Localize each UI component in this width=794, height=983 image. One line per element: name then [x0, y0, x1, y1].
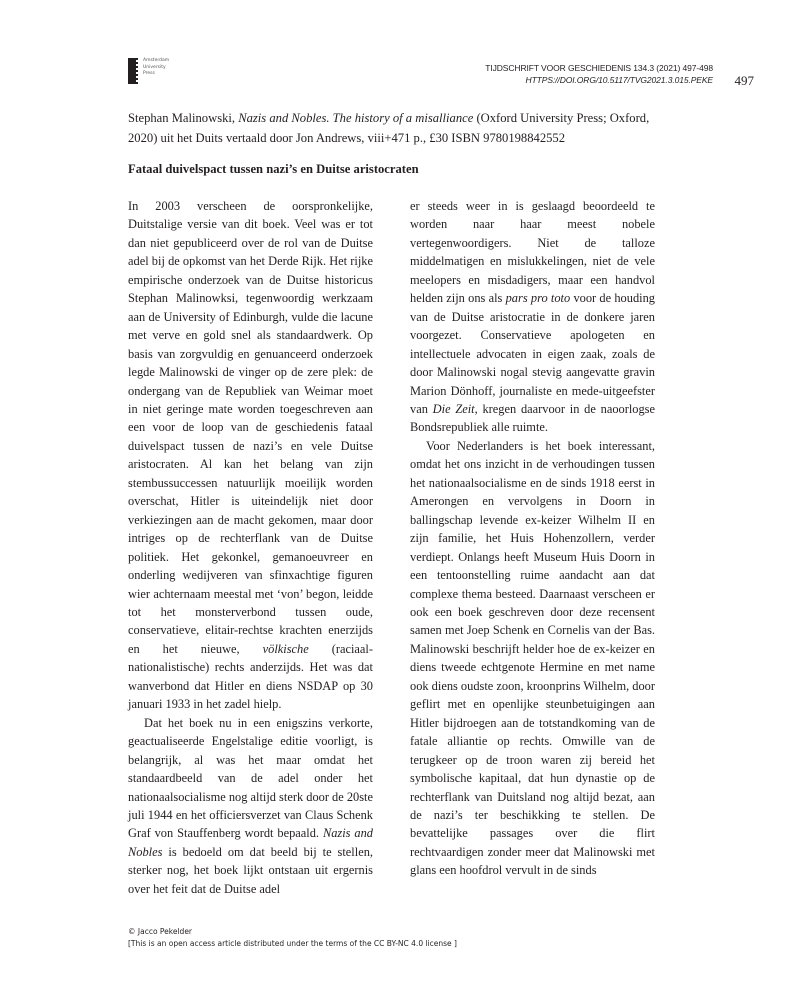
left-column	[128, 197, 373, 898]
citation-details: (Oxford University Press; Oxford, 2020) uit het Duits vertaald door Jon Andrews, viii+471 p., £30 ISBN 9780198842552	[128, 111, 650, 145]
book-citation	[128, 108, 668, 148]
journal-header	[485, 62, 713, 86]
paragraph: er steeds weer in is geslaagd beoordeeld te worden naar haar meest nobele vertegenwoordigers. Niet de talloze middelmatigen en mislukkelingen, niet de vele meelopers en misdadigers, maar een handvol helden zijn ons als pars pro toto voor de houding van de Duitse aristocratie in de donkere jaren voorgezet. Conservatieve apologeten en intellectuele advocaten in eigen zaak, zoals de door Malinowski nogal stevig aangevatte gravin Marion Dönhoff, journaliste en mede-uitgeefster van Die Zeit, kregen daarvoor in de naoorlogse Bondsrepubliek alle ruimte.	[410, 199, 655, 435]
publisher-logo	[128, 58, 169, 84]
paragraph: Voor Nederlanders is het boek interessant, omdat het ons inzicht in de verhoudingen tussen het nationaalsocialisme en de sinds 1918 eerst in Amerongen en vervolgens in Doorn in ballingschap levende ex-keizer Wilhelm II en zijn familie, het Huis Hohenzollern, verder verdiept. Onlangs heeft Museum Huis Doorn in een tentoonstelling ruime aandacht aan dat complexe thema besteed. Daarnaast verscheen er ook een boek geschreven door deze recensent samen met Joep Schenk en Cornelis van der Bas. Malinowski beschrijft helder hoe de ex-keizer en diens tweede echtgenote Hermine en met name ook diens oudste zoon, kroonprins Wilhelm, door geflirt met en openlijke steunbetuigingen aan Hitler bijdroegen aan de totstandkoming van de fatale alliantie op rechts. Omwille van de terugkeer op de troon waren zij bereid het symbolische kapitaal, dat hun dynastie op de rechterflank van Duitsland nog altijd bezat, aan de nazi’s ter beschikking te stellen. De bevattelijke passages over die flirt rechtvaardigen zonder meer dat Malinowski met glans een hoofdrol vervult in de sinds	[410, 438, 655, 878]
copyright: © Jacco Pekelder	[128, 927, 193, 936]
footer	[128, 926, 457, 949]
license-notice: [This is an open access article distributed under the terms of the CC BY-NC 4.0 license ]	[128, 938, 457, 948]
right-column	[410, 197, 655, 880]
review-title: Fataal duivelspact tussen nazi’s en Duitse aristocraten	[128, 162, 419, 176]
citation-author: Stephan Malinowski,	[128, 111, 239, 125]
journal-line: TIJDSCHRIFT VOOR GESCHIEDENIS 134.3 (2021) 497-498	[485, 63, 713, 73]
doi-link[interactable]: HTTPS://DOI.ORG/10.5117/TVG2021.3.015.PEKE	[525, 75, 713, 85]
paragraph: In 2003 verscheen de oorspronkelijke, Duitstalige versie van dit boek. Veel was er tot dan niet gepubliceerd over de rol van de Duitse adel bij de opkomst van het Derde Rijk. Het rijke empirische onderzoek van de Duitse historicus Stephan Malinowksi, tegenwoordig werkzaam aan de University of Edinburgh, vulde die lacune met verve en gold snel als standaardwerk. Op basis van zorgvuldig en genuanceerd onderzoek legde Malinowski de vinger op de zere plek: de ondergang van de Republiek van Weimar moet in niet geringe mate worden toegeschreven aan een voor de loop van de geschiedenis fataal duivelspact tussen de nazi’s en vele Duitse aristocraten. Al kan het belang van zijn stembussuccessen natuurlijk moeilijk worden overschat, Hitler is uiteindelijk niet door verkiezingen aan de macht gekomen, maar door intriges op de rechterflank van de Duitse politiek. Het gekonkel, gemanoeuvreer en onderling wedijveren van sfinxachtige figuren wier achternaam meestal met ‘von’ begon, leidde tot het monsterverbond tussen oude, conservatieve, elitair-rechtse krachten enerzijds en het nieuwe, völkische (raciaal-nationalistische) rechts anderzijds. Het was dat wanverbond dat Hitler en diens NSDAP op 30 januari 1933 in het zadel hielp.	[128, 199, 373, 712]
citation-book-title: Nazis and Nobles. The history of a misalliance	[238, 111, 474, 125]
logo-mark-icon	[128, 58, 136, 84]
logo-text: Amsterdam University Press	[143, 58, 170, 76]
paragraph: Dat het boek nu in een enigszins verkorte, geactualiseerde Engelstalige editie voorligt, is belangrijk, al was het maar omdat het standaardbeeld van de adel onder het nationaalsocialisme nog altijd sterk door de 20ste juli 1944 en het officiersverzet van Claus Schenk Graf von Stauffenberg wordt bepaald. Nazis and Nobles is bedoeld om dat beeld bij te stellen, sterker nog, het boek lijkt ontstaan uit ergernis over het feit dat de Duitse adel	[128, 715, 374, 896]
page-number: 497	[734, 73, 754, 88]
